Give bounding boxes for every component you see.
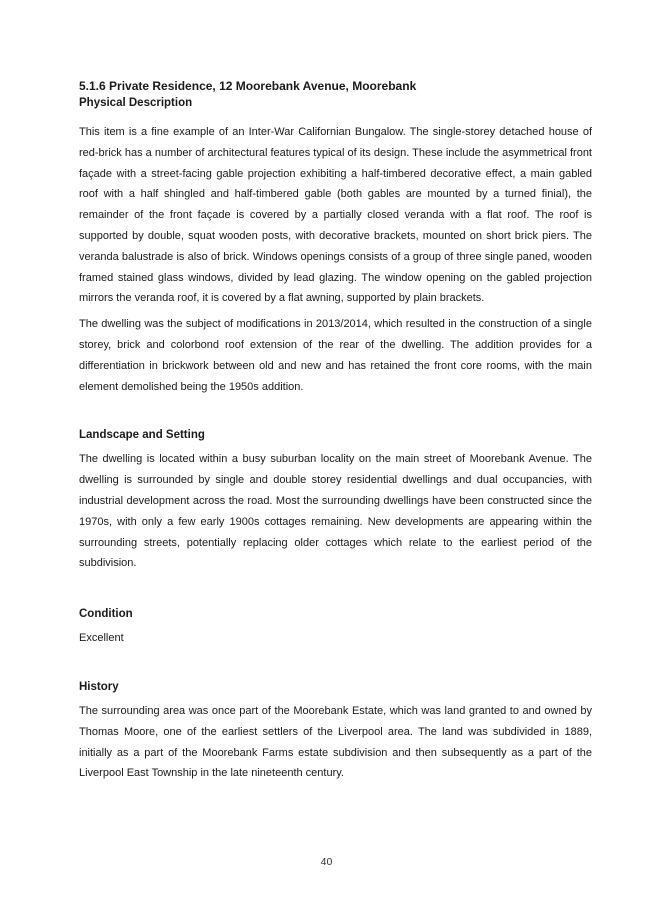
landscape-paragraph: The dwelling is located within a busy suburban locality on the main street of Moorebank Avenue. The dwelling is surrounded by single and double storey residential dwellings and dual occupancies, with industrial development across the road. Most the surrounding dwellings have been constructed since the 1970s, with only a few early 1900s cottages remaining. New developments are appearing within the surrounding streets, potentially replacing older cottages which relate to the earliest period of the subdivision. xyxy=(79,453,592,570)
page-content xyxy=(79,78,592,784)
history-paragraph: The surrounding area was once part of the Moorebank Estate, which was land granted to and owned by Thomas Moore, one of the earliest settlers of the Liverpool area. The land was subdivided in 1889, initially as a part of the Moorebank Farms estate subdivision and then subsequently as a part of the Liverpool East Township in the late nineteenth century. xyxy=(79,704,592,780)
page-number: 40 xyxy=(320,856,333,868)
section-title: 5.1.6 Private Residence, 12 Moorebank Avenue, Moorebank xyxy=(79,79,417,93)
history-heading: History xyxy=(79,680,119,693)
physical-description-paragraph-2: The dwelling was the subject of modifications in 2013/2014, which resulted in the construction of a single storey, brick and colorbond roof extension of the rear of the dwelling. The addition provides for a differentiation in brickwork between old and new and has retained the front core rooms, with the main element demolished being the 1950s addition. xyxy=(79,318,592,393)
physical-description-paragraph-1: This item is a fine example of an Inter-War Californian Bungalow. The single-storey detached house of red-brick has a number of architectural features typical of its design. These include the asymmetrical front façade with a street-facing gable projection exhibiting a half-timbered decorative effect, a main gabled roof with a half shingled and half-timbered gable (both gables are mounted by a turned finial), the remainder of the front façade is covered by a partially closed veranda with a flat roof. The roof is supported by double, squat wooden posts, with decorative brackets, mounted on short brick piers. The veranda balustrade is also of brick. Windows openings consists of a group of three single paned, wooden framed stained glass windows, divided by lead glazing. The window opening on the gabled projection mirrors the veranda roof, it is covered by a flat awning, supported by plain brackets. xyxy=(79,126,592,305)
condition-heading: Condition xyxy=(79,608,133,621)
landscape-heading: Landscape and Setting xyxy=(79,429,205,442)
physical-description-heading: Physical Description xyxy=(79,97,193,109)
condition-value: Excellent xyxy=(79,632,124,645)
